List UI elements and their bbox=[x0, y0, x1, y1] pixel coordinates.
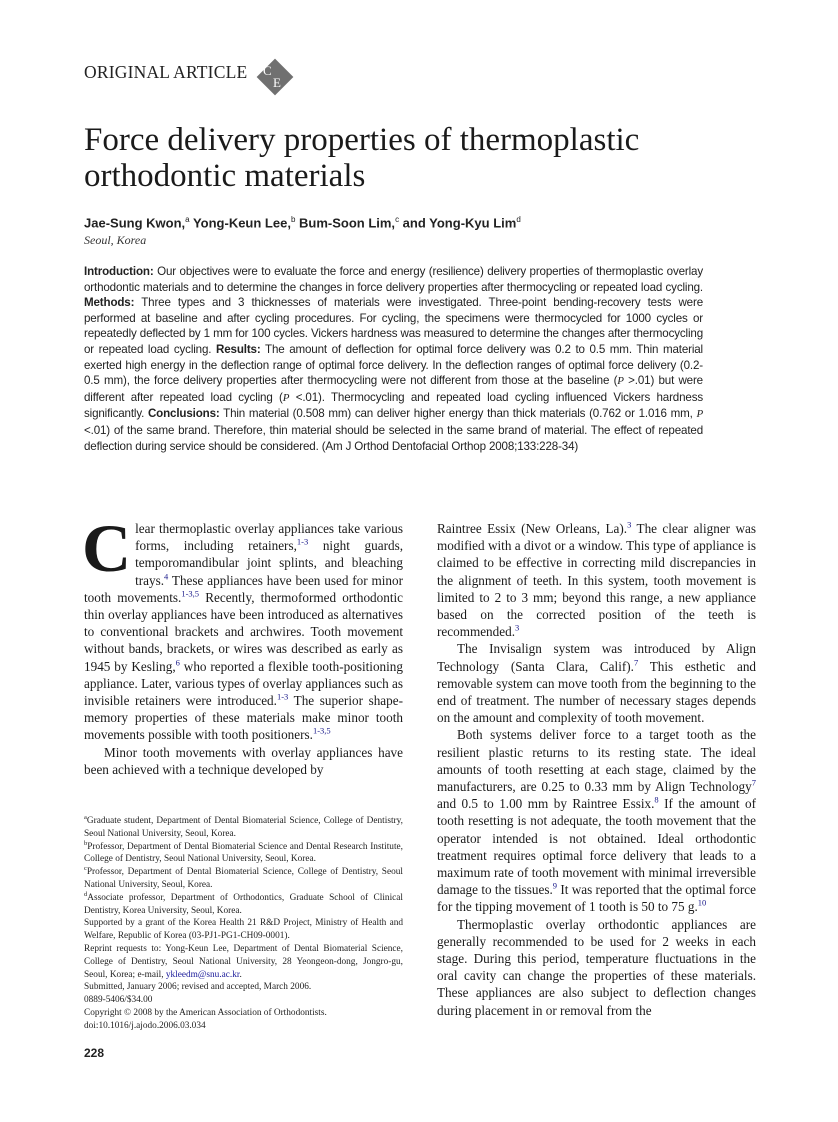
footnote-sup: c bbox=[84, 865, 87, 873]
body-paragraph: Thermoplastic overlay orthodontic appliances are generally recommended to be used for 2 weeks in each stage. During this period, temperature fluctuations in the oral cavity can change the properties of these materials. These appliances are also subject to deflection changes during placement in or removal from the bbox=[437, 916, 756, 1018]
author-name: and Yong-Kyu Lim bbox=[399, 215, 517, 231]
email-link[interactable]: ykleedm@snu.ac.kr bbox=[165, 969, 240, 980]
badge-letter-c: C bbox=[263, 63, 272, 78]
footnote-text: Professor, Department of Dental Biomaterial Science, College of Dentistry, Seoul National University, Seoul, Korea. bbox=[84, 867, 403, 890]
footnote-sup: d bbox=[84, 890, 88, 898]
author-name: Bum-Soon Lim, bbox=[295, 215, 396, 231]
abstract-methods-label: Methods: bbox=[84, 296, 135, 310]
reference-link[interactable]: 3 bbox=[515, 622, 520, 633]
footnote-copyright: Copyright © 2008 by the American Association of Orthodontists. bbox=[84, 1007, 327, 1018]
footnote-reprint bbox=[84, 943, 403, 981]
author-name: Jae-Sung Kwon, bbox=[84, 215, 186, 231]
author-affiliation-sup: c bbox=[395, 215, 400, 224]
reference-link[interactable]: 7 bbox=[633, 657, 639, 668]
reference-link[interactable]: 1-3 bbox=[296, 536, 309, 547]
author-name: Yong-Keun Lee, bbox=[189, 215, 291, 231]
p-value-symbol: P bbox=[617, 375, 624, 388]
footnote-sup: b bbox=[84, 839, 88, 847]
footnote-text: Professor, Department of Dental Biomaterial Science and Dental Research Institute, College of Dentistry, Seoul National University, Seoul, Korea. bbox=[84, 841, 403, 865]
reference-link[interactable]: 3 bbox=[627, 519, 632, 530]
abstract-results: >.01) but were different after repeated load cycling ( bbox=[84, 374, 703, 404]
body-text: If the amount of tooth resetting is not adequate, the tooth movement that the operator intended is not obtained. Ideal orthodontic treatment requires optimal force delivery that leads to a maximum rate of tooth movement with minimal irreversible damage to the tissues. bbox=[437, 796, 756, 898]
author-location: Seoul, Korea bbox=[84, 233, 147, 247]
body-text: night guards, temporomandibular joint splints, and bleaching trays. bbox=[135, 538, 403, 588]
ce-diamond-icon bbox=[256, 58, 292, 94]
footnote-support: Supported by a grant of the Korea Health 21 R&D Project, Ministry of Health and Welfare, Republic of Korea (03-PJ1-PG1-CH09-0001). bbox=[84, 918, 403, 942]
body-paragraph bbox=[82, 510, 403, 744]
body-text: The superior shape-memory properties of these materials make minor tooth movements possible with tooth positioners. bbox=[84, 693, 403, 743]
article-type-label: ORIGINAL ARTICLE bbox=[84, 62, 248, 82]
body-paragraph: Minor tooth movements with overlay appliances have been achieved with a technique developed by bbox=[84, 744, 403, 777]
p-value-symbol: P bbox=[696, 408, 704, 421]
abstract-conclusions: Thin material (0.508 mm) can deliver higher energy than thick materials (0.762 or 1.016 mm, bbox=[219, 407, 697, 421]
footnote-affiliation-a bbox=[84, 815, 403, 841]
body-text: Both systems deliver force to a target tooth as the resilient plastic returns to its resting state. The ideal amounts of tooth resetting at each stage, claimed by the manufacturers, are 0.25 to 0.33 mm by Align Technology bbox=[437, 727, 756, 795]
badge-letter-e: E bbox=[273, 75, 281, 90]
body-text: These appliances have been used for minor tooth movements. bbox=[84, 572, 403, 605]
body-text: who reported a flexible tooth-positioning appliance. Later, various types of overlay appliances such as invisible retainers were introduced. bbox=[84, 658, 403, 709]
footnote-doi: doi:10.1016/j.ajodo.2006.03.034 bbox=[84, 1020, 206, 1031]
footnote-price: 0889-5406/$34.00 bbox=[84, 995, 153, 1006]
abstract-intro-label: Introduction: bbox=[84, 265, 154, 278]
author-affiliation-sup: b bbox=[290, 215, 296, 224]
abstract-results: The amount of deflection for optimal force delivery was 0.2 to 0.5 mm. Thin material exerted high energy in the deflection range of optimal force delivery. In the deflection ranges of optimal force delivery (0.2-0.5 mm), the force delivery properties after thermocycling were not different from those at the baseline ( bbox=[84, 342, 703, 388]
abstract-conclusions: <.01) of the same brand. Therefore, thin material should be selected in the same brand of material. The effect of repeated deflection during service should be considered. (Am J Orthod Dentofacial Orthop 2008;133:228-34) bbox=[84, 423, 703, 453]
reference-link[interactable]: 1-3,5 bbox=[181, 588, 200, 599]
footnotes bbox=[84, 815, 403, 1033]
body-text: The clear aligner was modified with a divot or a window. This type of appliance is claimed to be effective in correcting mild discrepancies in the alignment of teeth. In this system, tooth movement is limited to 2 to 3 mm; beyond this range, a new appliance based on the corrected position of the teeth is recommended. bbox=[437, 521, 756, 640]
reference-link[interactable]: 6 bbox=[175, 657, 180, 668]
body-text: Recently, thermoformed orthodontic thin overlay appliances have been introduced as alternatives to conventional brackets and archwires. Tooth movement without bands, brackets, or wires was described as early as 1945 by Kesling, bbox=[84, 589, 403, 674]
footnote-affiliation-b bbox=[84, 841, 403, 867]
footnote-sup: a bbox=[84, 813, 87, 821]
abstract-results-label: Results: bbox=[216, 342, 261, 356]
abstract-results: <.01). Thermocycling and repeated load cycling influenced Vickers hardness significantly. bbox=[84, 390, 703, 421]
body-text: This esthetic and removable system can move tooth from the beginning to the end of treatment. The number of necessary stages depends on the amount and complexity of tooth movement. bbox=[437, 658, 757, 726]
body-text: It was reported that the optimal force for the tipping movement of 1 tooth is 50 to 75 g. bbox=[437, 882, 757, 915]
reference-link[interactable]: 7 bbox=[751, 777, 756, 788]
footnote-affiliation-d bbox=[84, 892, 403, 918]
abstract-conclusions-label: Conclusions: bbox=[147, 407, 220, 421]
reference-link[interactable]: 9 bbox=[552, 880, 558, 891]
footnote-text: . bbox=[239, 969, 242, 980]
drop-cap: C bbox=[82, 510, 132, 586]
footnote-text: Reprint requests to: Yong-Keun Lee, Department of Dental Biomaterial Science, College of Dentistry, Seoul National University, 28 Yeongeon-dong, Jongro-gu, Seoul, Korea; e-mail, bbox=[84, 943, 403, 980]
reference-link[interactable]: 8 bbox=[654, 794, 659, 805]
body-paragraph bbox=[437, 640, 756, 726]
article-title: Force delivery properties of thermoplastic orthodontic materials bbox=[84, 122, 640, 194]
body-column-right bbox=[437, 520, 756, 1019]
footnote-submitted: Submitted, January 2006; revised and accepted, March 2006. bbox=[84, 982, 312, 993]
reference-link[interactable]: 1-3,5 bbox=[312, 726, 331, 737]
body-text: and 0.5 to 1.00 mm by Raintree Essix. bbox=[437, 796, 655, 812]
abstract-methods: Three types and 3 thicknesses of materials were investigated. Three-point bending-recovery tests were performed at baseline and after cycling procedures. For cycling, the specimens were thermocycled for 1000 cycles or repeatedly deflected by 1 mm for 100 cycles. Vickers hardness was measured to determine the changes after thermocycling or repeated load cycling. bbox=[84, 296, 703, 356]
reference-link[interactable]: 1-3 bbox=[276, 691, 289, 702]
body-paragraph bbox=[437, 726, 756, 915]
body-text: The Invisalign system was introduced by Align Technology (Santa Clara, Calif). bbox=[437, 641, 756, 674]
footnote-affiliation-c bbox=[84, 866, 403, 892]
reference-link[interactable]: 4 bbox=[164, 571, 169, 582]
body-paragraph bbox=[437, 520, 756, 640]
footnote-text: Graduate student, Department of Dental Biomaterial Science, College of Dentistry, Seoul National University, Seoul, Korea. bbox=[84, 816, 403, 839]
p-value-symbol: P bbox=[282, 391, 290, 404]
author-list bbox=[84, 215, 521, 230]
body-column-left bbox=[82, 510, 403, 778]
body-text: lear thermoplastic overlay appliances take various forms, including retainers, bbox=[135, 521, 403, 554]
author-affiliation-sup: a bbox=[185, 215, 190, 224]
footnote-text: Associate professor, Department of Orthodontics, Graduate School of Clinical Dentistry, Korea University, Seoul, Korea. bbox=[84, 892, 403, 916]
body-text: Raintree Essix (New Orleans, La). bbox=[437, 521, 628, 536]
abstract bbox=[84, 264, 703, 454]
abstract-intro: Our objectives were to evaluate the force and energy (resilience) delivery properties of thermoplastic overlay orthodontic materials and to determine the changes in force delivery properties after thermocycling or repeated load cycling. bbox=[84, 265, 703, 294]
author-affiliation-sup: d bbox=[516, 215, 521, 224]
reference-link[interactable]: 10 bbox=[697, 898, 707, 909]
page-number: 228 bbox=[84, 1046, 105, 1060]
